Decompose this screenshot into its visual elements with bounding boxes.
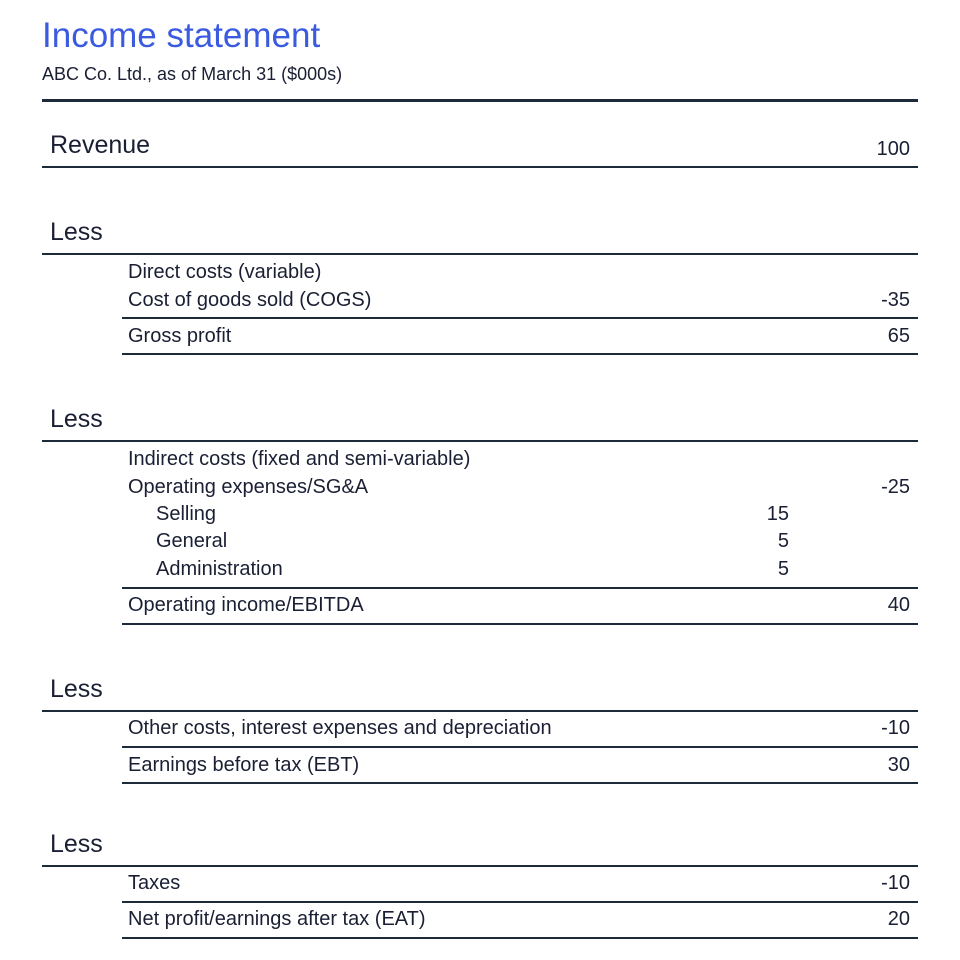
net-profit-label: Net profit/earnings after tax (EAT) bbox=[128, 908, 426, 930]
other-costs-value: -10 bbox=[881, 717, 910, 739]
less-label: Less bbox=[50, 405, 103, 433]
other-costs-label: Other costs, interest expenses and depreciation bbox=[128, 717, 552, 739]
selling-value: 15 bbox=[766, 503, 789, 525]
header-divider bbox=[42, 99, 918, 102]
page-subtitle: ABC Co. Ltd., as of March 31 ($000s) bbox=[42, 64, 343, 84]
operating-income-value: 40 bbox=[887, 594, 910, 616]
row-divider bbox=[122, 937, 918, 939]
row-divider bbox=[122, 623, 918, 625]
cogs-value: -35 bbox=[881, 289, 910, 311]
indirect-costs-heading: Indirect costs (fixed and semi-variable) bbox=[128, 448, 471, 470]
administration-label: Administration bbox=[156, 558, 283, 580]
general-value: 5 bbox=[777, 530, 789, 552]
gross-profit-value: 65 bbox=[887, 325, 910, 347]
section-divider bbox=[42, 253, 918, 255]
general-label: General bbox=[156, 530, 228, 552]
ebt-label: Earnings before tax (EBT) bbox=[128, 754, 360, 776]
revenue-label: Revenue bbox=[50, 131, 151, 159]
operating-income-label: Operating income/EBITDA bbox=[128, 594, 364, 616]
row-divider bbox=[122, 587, 918, 589]
less-label: Less bbox=[50, 218, 103, 246]
revenue-divider bbox=[42, 166, 918, 168]
revenue-value: 100 bbox=[876, 138, 910, 160]
section-divider bbox=[42, 865, 918, 867]
gross-profit-label: Gross profit bbox=[128, 325, 232, 347]
selling-label: Selling bbox=[156, 503, 217, 525]
taxes-value: -10 bbox=[881, 872, 910, 894]
net-profit-value: 20 bbox=[887, 908, 910, 930]
taxes-label: Taxes bbox=[128, 872, 181, 894]
administration-value: 5 bbox=[777, 558, 789, 580]
opex-value: -25 bbox=[881, 476, 910, 498]
section-divider bbox=[42, 710, 918, 712]
less-label: Less bbox=[50, 675, 103, 703]
row-divider bbox=[122, 317, 918, 319]
row-divider bbox=[122, 746, 918, 748]
page-title: Income statement bbox=[42, 16, 321, 55]
section-divider bbox=[42, 440, 918, 442]
cogs-label: Cost of goods sold (COGS) bbox=[128, 289, 372, 311]
ebt-value: 30 bbox=[887, 754, 910, 776]
row-divider bbox=[122, 782, 918, 784]
row-divider bbox=[122, 353, 918, 355]
row-divider bbox=[122, 901, 918, 903]
less-label: Less bbox=[50, 830, 103, 858]
direct-costs-heading: Direct costs (variable) bbox=[128, 261, 322, 283]
opex-label: Operating expenses/SG&A bbox=[128, 476, 369, 498]
